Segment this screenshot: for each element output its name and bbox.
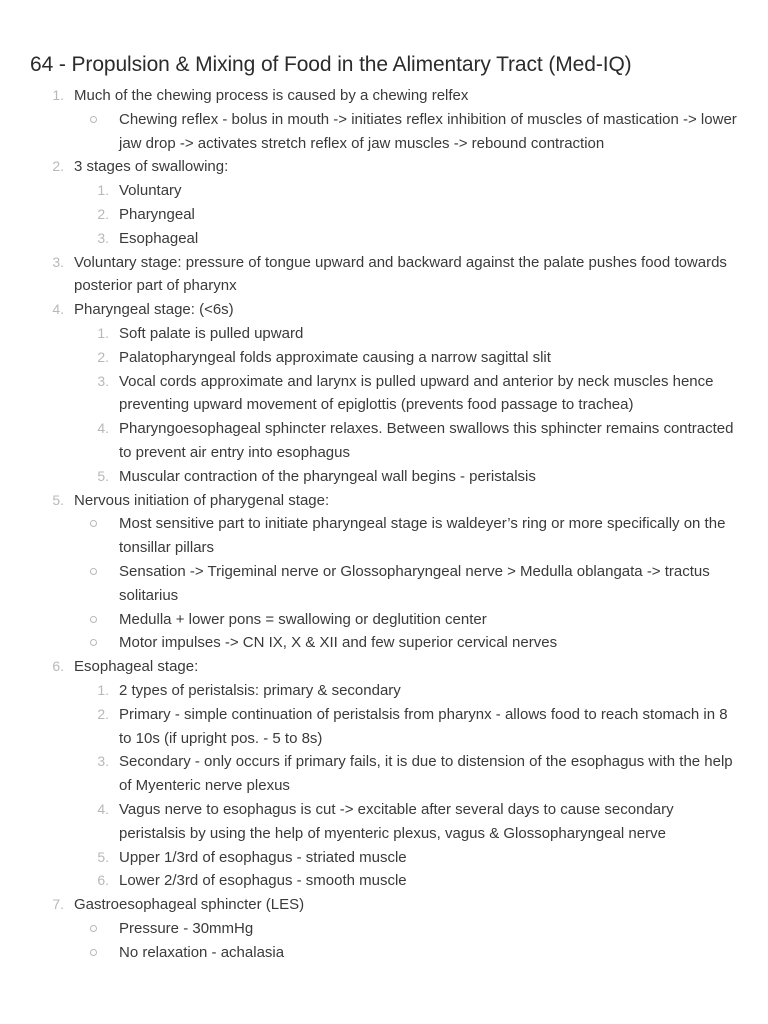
- sub-list-number: 1.: [97, 681, 109, 698]
- bullet-list-item: [30, 512, 738, 560]
- list-item: [30, 84, 738, 108]
- sub-list: [30, 322, 738, 489]
- list-item: [30, 893, 738, 917]
- sub-list-item: [30, 798, 738, 846]
- list-item: [30, 655, 738, 679]
- sub-list-number: 5.: [97, 848, 109, 865]
- list-item-text: Gastroesophageal sphincter (LES): [74, 896, 305, 914]
- list-number: 5.: [52, 491, 64, 508]
- list-number: 6.: [52, 658, 64, 675]
- bullet-list: [30, 512, 738, 655]
- bullet-list-item: [30, 917, 738, 941]
- sub-list-item-text: Muscular contraction of the pharyngeal wall begins - peristalsis: [119, 467, 536, 485]
- sub-list-item: [30, 203, 738, 227]
- sub-list-item-text: Palatopharyngeal folds approximate causing a narrow sagittal slit: [119, 348, 551, 366]
- sub-list-item-text: Voluntary: [119, 182, 182, 200]
- sub-list-item: [30, 703, 738, 751]
- list-number: 1.: [52, 87, 64, 103]
- sub-list-item-text: Upper 1/3rd of esophagus - striated muscle: [119, 848, 407, 866]
- sub-list: [30, 179, 738, 250]
- list-item: [30, 489, 738, 513]
- sub-list-item-text: Pharyngeal: [119, 205, 195, 223]
- sub-list-number: 4.: [97, 800, 109, 817]
- list-item: [30, 155, 738, 179]
- sub-list-number: 3.: [97, 229, 109, 246]
- hollow-bullet-icon: [90, 925, 97, 932]
- sub-list-item: [30, 869, 738, 893]
- list-number: 2.: [52, 158, 64, 175]
- sub-list-number: 5.: [97, 467, 109, 484]
- hollow-bullet-icon: [90, 639, 97, 646]
- sub-list-item: [30, 346, 738, 370]
- sub-list-item-text: Vagus nerve to esophagus is cut -> excitable after several days to cause secondary peristalsis by using the help of myenteric plexus, vagus & Glossopharyngeal nerve: [119, 800, 674, 842]
- sub-list-item-text: Soft palate is pulled upward: [119, 324, 304, 342]
- list-number: 3.: [52, 253, 64, 270]
- page-title: 64 - Propulsion & Mixing of Food in the Alimentary Tract (Med-IQ): [30, 53, 632, 76]
- list-item: [30, 251, 738, 299]
- list-number: 4.: [52, 301, 64, 318]
- sub-list-item-text: Pharyngoesophageal sphincter relaxes. Between swallows this sphincter remains contracted to prevent air entry into esophagus: [119, 420, 734, 461]
- sub-list-number: 3.: [97, 753, 109, 770]
- bullet-item-text: Pressure - 30mmHg: [119, 919, 254, 937]
- sub-list-item: [30, 750, 738, 798]
- list-item-text: Esophageal stage:: [74, 658, 199, 676]
- bullet-item-text: Medulla + lower pons = swallowing or deglutition center: [119, 610, 487, 628]
- sub-list-item: [30, 846, 738, 870]
- hollow-bullet-icon: [90, 949, 97, 956]
- sub-list-number: 6.: [97, 872, 109, 889]
- list-item-text: Pharyngeal stage: (<6s): [74, 301, 234, 319]
- bullet-item-text: Most sensitive part to initiate pharyngeal stage is waldeyer’s ring or more specifically on the tonsillar pillars: [119, 515, 726, 557]
- sub-list-item-text: Secondary - only occurs if primary fails, it is due to distension of the esophagus with the help of Myenteric nerve plexus: [119, 753, 733, 795]
- sub-list-item-text: Primary - simple continuation of peristalsis from pharynx - allows food to reach stomach in 8 to 10s (if upright pos. - 5 to 8s): [119, 705, 728, 747]
- sub-list-item-text: Vocal cords approximate and larynx is pulled upward and anterior by neck muscles hence preventing upward movement of epiglottis (prevents food passage to trachea): [119, 372, 714, 414]
- sub-list-item: [30, 417, 738, 465]
- list-item: [30, 298, 738, 322]
- sub-list-item: [30, 322, 738, 346]
- list-item-text: 3 stages of swallowing:: [74, 158, 229, 176]
- bullet-list-item: [30, 631, 738, 655]
- sub-list-item: [30, 227, 738, 251]
- sub-list-number: 3.: [97, 372, 109, 389]
- bullet-item-text: Sensation -> Trigeminal nerve or Glossopharyngeal nerve > Medulla oblangata -> tractus solitarius: [119, 562, 710, 604]
- bullet-list: [30, 917, 738, 965]
- sub-list-item-text: 2 types of peristalsis: primary & secondary: [119, 681, 401, 699]
- main-list: [30, 84, 738, 964]
- bullet-list-item: [30, 560, 738, 608]
- bullet-list-item: [30, 108, 738, 156]
- bullet-item-text: Motor impulses -> CN IX, X & XII and few superior cervical nerves: [119, 634, 558, 652]
- sub-list-number: 2.: [97, 205, 109, 222]
- sub-list-number: 1.: [97, 182, 109, 199]
- sub-list-item: [30, 465, 738, 489]
- bullet-list-item: [30, 608, 738, 632]
- sub-list-item-text: Esophageal: [119, 229, 199, 247]
- list-item-text: Nervous initiation of pharygenal stage:: [74, 491, 330, 509]
- bullet-item-text: No relaxation - achalasia: [119, 943, 285, 961]
- sub-list-number: 2.: [97, 348, 109, 365]
- bullet-item-text: Chewing reflex - bolus in mouth -> initiates reflex inhibition of muscles of mastication -> lower jaw drop -> activates stretch reflex of jaw muscles -> rebound contraction: [119, 110, 737, 152]
- bullet-list-item: [30, 941, 738, 965]
- bullet-list: [30, 108, 738, 156]
- list-item-text: Much of the chewing process is caused by a chewing relfex: [74, 87, 469, 104]
- sub-list: [30, 679, 738, 893]
- sub-list-item: [30, 179, 738, 203]
- sub-list-number: 1.: [97, 324, 109, 341]
- sub-list-item: [30, 370, 738, 418]
- sub-list-number: 4.: [97, 420, 109, 437]
- sub-list-number: 2.: [97, 705, 109, 722]
- hollow-bullet-icon: [90, 520, 97, 527]
- list-number: 7.: [52, 896, 64, 913]
- hollow-bullet-icon: [90, 116, 97, 123]
- hollow-bullet-icon: [90, 616, 97, 623]
- sub-list-item-text: Lower 2/3rd of esophagus - smooth muscle: [119, 872, 407, 890]
- hollow-bullet-icon: [90, 568, 97, 575]
- list-item-text: Voluntary stage: pressure of tongue upward and backward against the palate pushes food towards posterior part of pharynx: [74, 253, 727, 295]
- sub-list-item: [30, 679, 738, 703]
